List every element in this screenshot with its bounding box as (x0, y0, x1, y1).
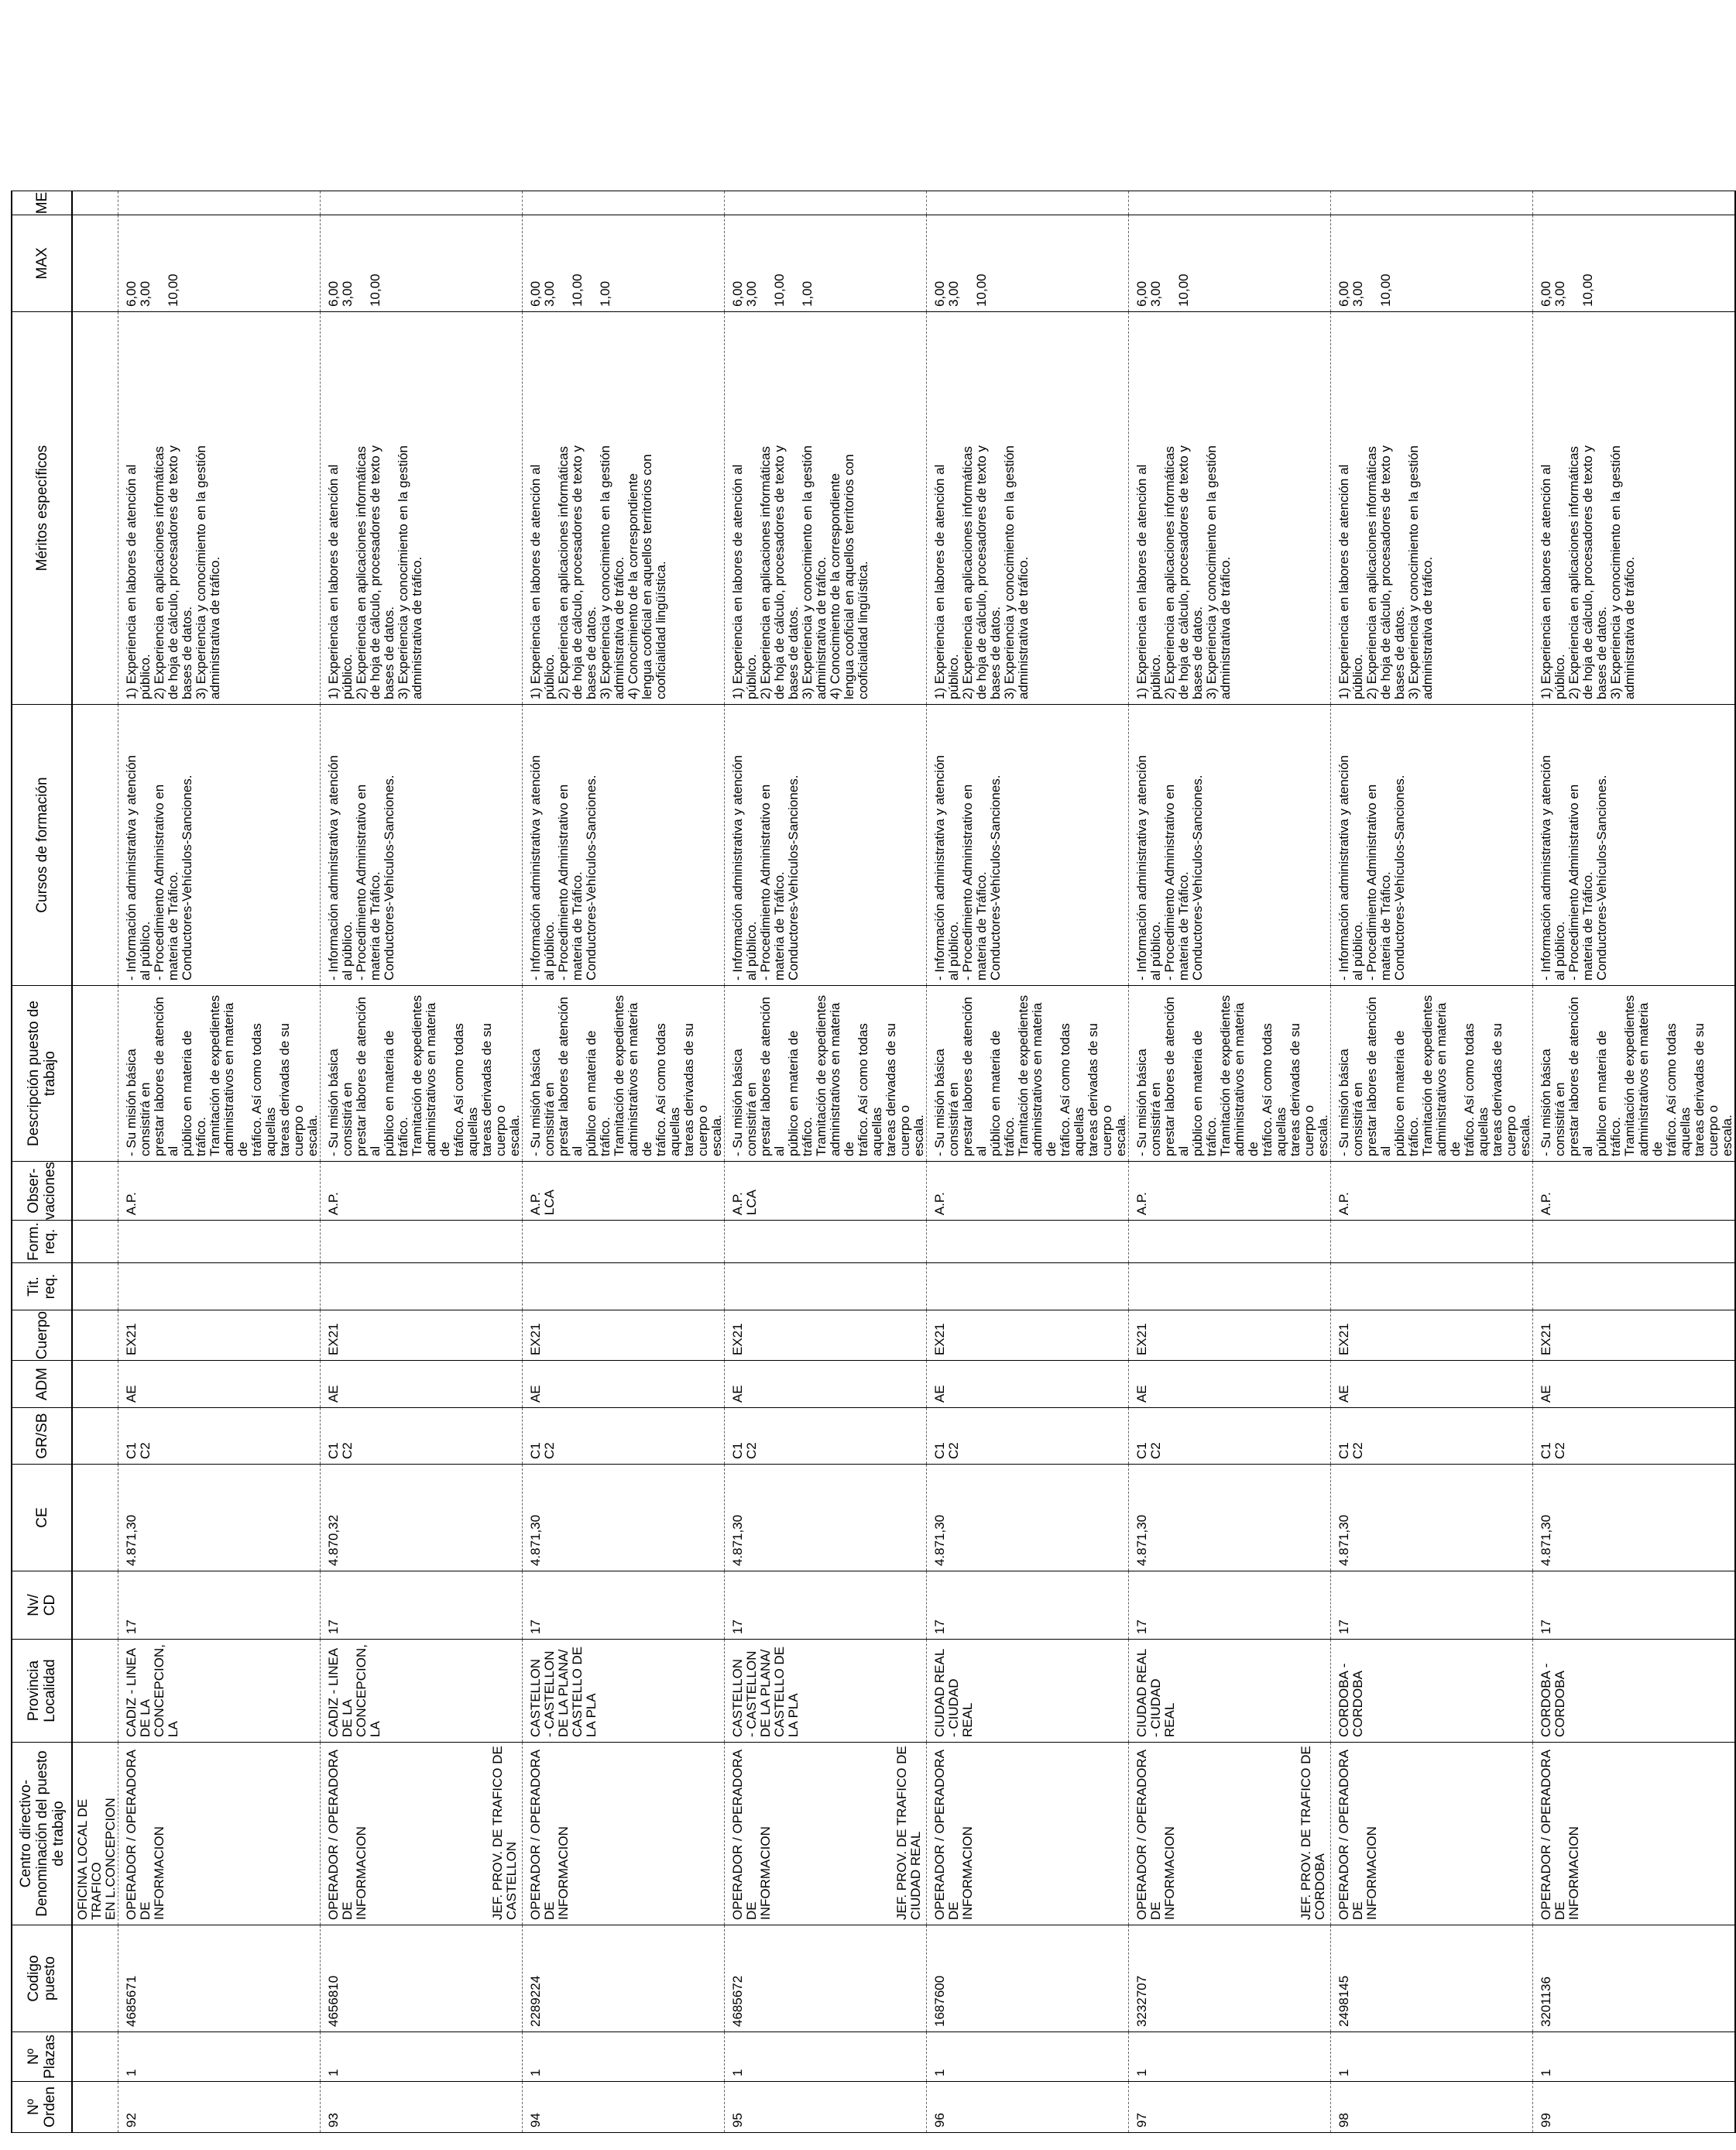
nivcd-cell: 17 (1539, 1619, 1553, 1635)
ce-cell: 4.871,30 (124, 1514, 139, 1567)
denominacion-text: OPERADOR / OPERADORA DE INFORMACION (1336, 1750, 1379, 1920)
ce-cell: 4.871,30 (528, 1514, 543, 1567)
header-me: ME (12, 191, 72, 215)
me-cell (725, 191, 926, 215)
descripcion-cell: - Su misión básica consistirá en prestar labores de atención al público en materia de tráfico. Tramitación de expedientes administrativos en materia de tráfico. Así como todas aquellas tareas derivadas de su cuerpo o escala. (932, 994, 1128, 1157)
centro-cell (1533, 1743, 1734, 1925)
next-centro-text: JEF. PROV. DE TRAFICO DE CASTELLON (490, 1746, 519, 1920)
table-row (927, 191, 1129, 2133)
codigo-cell: 3201136 (1539, 1977, 1553, 2027)
descripcion-cell: - Su misión básica consistirá en prestar labores de atención al público en materia de tráfico. Tramitación de expedientes administrativos en materia de tráfico. Así como todas aquellas tareas derivadas de su cuerpo o escala. (1336, 994, 1532, 1157)
header-cuerpo: Cuerpo (12, 1310, 72, 1361)
provincia-cell: CADIZ - LINEA DE LA CONCEPCION, LA (326, 1644, 383, 1737)
centro-cell (118, 1743, 320, 1925)
cursos-cell: - Información administrativa y atención al público. - Procedimiento Administrativo en materia de Tráfico. Conductores-Vehículos-Sanciones. (326, 755, 396, 981)
orden-cell: 95 (730, 2113, 745, 2128)
centro-cell (1331, 1743, 1532, 1925)
form-cell (118, 1221, 320, 1262)
adm-cell: AE (1336, 1385, 1351, 1403)
cursos-cell: - Información administrativa y atención al público. - Procedimiento Administrativo en materia de Tráfico. Conductores-Vehículos-Sanciones. (528, 755, 599, 981)
orden-cell: 93 (326, 2113, 341, 2128)
me-cell (118, 191, 320, 215)
adm-cell: AE (932, 1385, 947, 1403)
codigo-cell: 2289224 (528, 1975, 543, 2027)
cuerpo-cell: EX21 (1134, 1323, 1149, 1356)
adm-cell: AE (326, 1385, 341, 1403)
descripcion-cell: - Su misión básica consistirá en prestar labores de atención al público en materia de tráfico. Tramitación de expedientes administrativos en materia de tráfico. Así como todas aquellas tareas derivadas de su cuerpo o escala. (1539, 994, 1734, 1157)
first-centro-label: OFICINA LOCAL DE TRAFICO EN L.CONCEPCION (75, 1798, 118, 1920)
codigo-cell: 4656810 (326, 1975, 341, 2027)
denominacion-text: OPERADOR / OPERADORA DE INFORMACION (932, 1750, 975, 1920)
grsb-cell: C1 C2 (326, 1442, 355, 1460)
ce-cell: 4.871,30 (1134, 1514, 1149, 1567)
provincia-cell: CORDOBA - CORDOBA (1336, 1663, 1365, 1737)
codigo-cell: 1687600 (932, 1975, 947, 2027)
ce-cell: 4.871,30 (730, 1514, 745, 1567)
table-row (725, 191, 927, 2133)
header-nivcd: Nv/ CD (12, 1571, 72, 1640)
tit-cell (321, 1263, 522, 1310)
denominacion-text: OPERADOR / OPERADORA DE INFORMACION (1539, 1750, 1581, 1920)
me-cell (321, 191, 522, 215)
plazas-cell: 1 (326, 2069, 341, 2076)
ce-cell: 4.871,30 (932, 1514, 947, 1567)
meritos-cell: 1) Experiencia en labores de atención al público. 2) Experiencia en aplicaciones informáticas de hoja de cálculo, procesadores de texto y bases de datos. 3) Experiencia y conocimiento en la gestión administrativa de tráfico. (1336, 445, 1435, 700)
cursos-cell: - Información administrativa y atención al público. - Procedimiento Administrativo en materia de Tráfico. Conductores-Vehículos-Sanciones. (730, 755, 801, 981)
orden-cell: 99 (1539, 2113, 1553, 2128)
cursos-cell: - Información administrativa y atención al público. - Procedimiento Administrativo en materia de Tráfico. Conductores-Vehículos-Sanciones. (932, 755, 1003, 981)
nivcd-cell: 17 (932, 1619, 947, 1635)
codigo-cell: 2498145 (1336, 1975, 1351, 2027)
adm-cell: AE (124, 1385, 139, 1403)
centro-cell (321, 1743, 522, 1925)
first-centro-row (72, 191, 118, 2133)
header-form: Form. req. (12, 1221, 72, 1263)
me-cell (927, 191, 1128, 215)
puestos-table (11, 191, 1736, 2133)
table-row (118, 191, 321, 2133)
denominacion-text: OPERADOR / OPERADORA DE INFORMACION (528, 1750, 571, 1920)
adm-cell: AE (528, 1385, 543, 1403)
obs-cell: A.P. (124, 1192, 139, 1216)
adm-cell: AE (1134, 1385, 1149, 1403)
descripcion-cell: - Su misión básica consistirá en prestar labores de atención al público en materia de tráfico. Tramitación de expedientes administrativos en materia de tráfico. Así como todas aquellas tareas derivadas de su cuerpo o escala. (730, 994, 926, 1157)
header-codigo: Codigo puesto (12, 1925, 72, 2032)
centro-cell (927, 1743, 1128, 1925)
obs-cell: A.P. (1539, 1192, 1553, 1216)
nivcd-cell: 17 (326, 1619, 341, 1635)
form-cell (1533, 1221, 1734, 1262)
header-plazas: Nº Plazas (12, 2032, 72, 2082)
obs-cell: A.P. (932, 1192, 947, 1216)
max-cell: 6,00 3,00 10,00 (932, 273, 989, 307)
adm-cell: AE (1539, 1385, 1553, 1403)
tit-cell (1533, 1263, 1734, 1310)
orden-cell: 97 (1134, 2113, 1149, 2128)
provincia-cell: CORDOBA - CORDOBA (1539, 1663, 1567, 1737)
table-row (1129, 191, 1331, 2133)
meritos-cell: 1) Experiencia en labores de atención al público. 2) Experiencia en aplicaciones informáticas de hoja de cálculo, procesadores de texto y bases de datos. 3) Experiencia y conocimiento en la gestión administrativa de tráfico. 4) Conocimiento de la correspondiente lengua cooficial en aquellos territorios con cooficialidad lingüística. (730, 445, 870, 700)
table-row (321, 191, 523, 2133)
meritos-cell: 1) Experiencia en labores de atención al público. 2) Experiencia en aplicaciones informáticas de hoja de cálculo, procesadores de texto y bases de datos. 3) Experiencia y conocimiento en la gestión administrativa de tráfico. (124, 445, 222, 700)
max-cell: 6,00 3,00 10,00 1,00 (528, 273, 612, 307)
tit-cell (118, 1263, 320, 1310)
plazas-cell: 1 (730, 2069, 745, 2076)
cursos-cell: - Información administrativa y atención al público. - Procedimiento Administrativo en materia de Tráfico. Conductores-Vehículos-Sanciones. (1539, 755, 1609, 981)
cuerpo-cell: EX21 (730, 1323, 745, 1356)
header-descripcion: Descripción puesto de trabajo (12, 986, 72, 1162)
grsb-cell: C1 C2 (1134, 1442, 1163, 1460)
cursos-cell: - Información administrativa y atención al público. - Procedimiento Administrativo en materia de Tráfico. Conductores-Vehículos-Sanciones. (1134, 755, 1205, 981)
cursos-cell: - Información administrativa y atención al público. - Procedimiento Administrativo en materia de Tráfico. Conductores-Vehículos-Sanciones. (124, 755, 194, 981)
form-cell (927, 1221, 1128, 1262)
meritos-cell: 1) Experiencia en labores de atención al público. 2) Experiencia en aplicaciones informáticas de hoja de cálculo, procesadores de texto y bases de datos. 3) Experiencia y conocimiento en la gestión administrativa de tráfico. (932, 445, 1031, 700)
adm-cell: AE (730, 1385, 745, 1403)
cuerpo-cell: EX21 (124, 1323, 139, 1356)
provincia-cell: CIUDAD REAL - CIUDAD REAL (1134, 1648, 1177, 1737)
header-adm: ADM (12, 1361, 72, 1408)
orden-cell: 94 (528, 2113, 543, 2128)
header-centro: Centro directivo- Denominación del puesto de trabajo (12, 1743, 72, 1925)
table-row (1331, 191, 1533, 2133)
next-centro-text: JEF. PROV. DE TRAFICO DE CIUDAD REAL (894, 1746, 923, 1920)
me-cell (523, 191, 724, 215)
cuerpo-cell: EX21 (528, 1323, 543, 1356)
descripcion-cell: - Su misión básica consistirá en prestar labores de atención al público en materia de tráfico. Tramitación de expedientes administrativos en materia de tráfico. Así como todas aquellas tareas derivadas de su cuerpo o escala. (528, 994, 724, 1157)
max-cell: 6,00 3,00 10,00 (1336, 273, 1393, 307)
me-cell (1331, 191, 1532, 215)
obs-cell: A.P. (1336, 1192, 1351, 1216)
meritos-cell: 1) Experiencia en labores de atención al público. 2) Experiencia en aplicaciones informáticas de hoja de cálculo, procesadores de texto y bases de datos. 3) Experiencia y conocimiento en la gestión administrativa de tráfico. 4) Conocimiento de la correspondiente lengua cooficial en aquellos territorios con cooficialidad lingüística. (528, 445, 668, 700)
nivcd-cell: 17 (124, 1619, 139, 1635)
obs-cell: A.P. LCA (528, 1189, 557, 1216)
nivcd-cell: 17 (730, 1619, 745, 1635)
cuerpo-cell: EX21 (1336, 1323, 1351, 1356)
grsb-cell: C1 C2 (528, 1442, 557, 1460)
nivcd-cell: 17 (1336, 1619, 1351, 1635)
grsb-cell: C1 C2 (730, 1442, 759, 1460)
tit-cell (1331, 1263, 1532, 1310)
provincia-cell: CASTELLON - CASTELLON DE LA PLANA/ CASTELLO DE LA PLA (528, 1646, 599, 1737)
tit-cell (725, 1263, 926, 1310)
plazas-cell: 1 (124, 2069, 139, 2076)
max-cell: 6,00 3,00 10,00 (1539, 273, 1595, 307)
tit-cell (1129, 1263, 1330, 1310)
max-cell: 6,00 3,00 10,00 (326, 273, 383, 307)
grsb-cell: C1 C2 (1336, 1442, 1365, 1460)
descripcion-cell: - Su misión básica consistirá en prestar labores de atención al público en materia de tráfico. Tramitación de expedientes administrativos en materia de tráfico. Así como todas aquellas tareas derivadas de su cuerpo o escala. (1134, 994, 1330, 1157)
header-obs: Obser- vaciones (12, 1162, 72, 1221)
obs-cell: A.P. LCA (730, 1189, 759, 1216)
centro-cell (523, 1743, 724, 1925)
header-provincia: Provincia Localidad (12, 1640, 72, 1743)
ce-cell: 4.871,30 (1539, 1514, 1553, 1567)
form-cell (321, 1221, 522, 1262)
meritos-cell: 1) Experiencia en labores de atención al público. 2) Experiencia en aplicaciones informáticas de hoja de cálculo, procesadores de texto y bases de datos. 3) Experiencia y conocimiento en la gestión administrativa de tráfico. (1539, 445, 1637, 700)
cuerpo-cell: EX21 (1539, 1323, 1553, 1356)
plazas-cell: 1 (1539, 2069, 1553, 2076)
obs-cell: A.P. (326, 1192, 341, 1216)
codigo-cell: 4685671 (124, 1975, 139, 2027)
denominacion-text: OPERADOR / OPERADORA DE INFORMACION (730, 1750, 773, 1920)
form-cell (523, 1221, 724, 1262)
max-cell: 6,00 3,00 10,00 (1134, 273, 1191, 307)
me-cell (1533, 191, 1734, 215)
ce-cell: 4.871,30 (1336, 1514, 1351, 1567)
plazas-cell: 1 (932, 2069, 947, 2076)
form-cell (1129, 1221, 1330, 1262)
meritos-cell: 1) Experiencia en labores de atención al público. 2) Experiencia en aplicaciones informáticas de hoja de cálculo, procesadores de texto y bases de datos. 3) Experiencia y conocimiento en la gestión administrativa de tráfico. (326, 445, 424, 700)
provincia-cell: CASTELLON - CASTELLON DE LA PLANA/ CASTELLO DE LA PLA (730, 1646, 801, 1737)
table-row (523, 191, 725, 2133)
tit-cell (927, 1263, 1128, 1310)
header-ce: CE (12, 1465, 72, 1571)
descripcion-cell: - Su misión básica consistirá en prestar labores de atención al público en materia de tráfico. Tramitación de expedientes administrativos en materia de tráfico. Así como todas aquellas tareas derivadas de su cuerpo o escala. (326, 994, 522, 1157)
ce-cell: 4.870,32 (326, 1514, 341, 1567)
denominacion-text: OPERADOR / OPERADORA DE INFORMACION (326, 1750, 369, 1920)
centro-cell (725, 1743, 926, 1925)
grsb-cell: C1 C2 (932, 1442, 961, 1460)
denominacion-text: OPERADOR / OPERADORA DE INFORMACION (1134, 1750, 1177, 1920)
cuerpo-cell: EX21 (932, 1323, 947, 1356)
cuerpo-cell: EX21 (326, 1323, 341, 1356)
descripcion-cell: - Su misión básica consistirá en prestar labores de atención al público en materia de tráfico. Tramitación de expedientes administrativos en materia de tráfico. Así como todas aquellas tareas derivadas de su cuerpo o escala. (124, 994, 320, 1157)
orden-cell: 96 (932, 2113, 947, 2128)
max-cell: 6,00 3,00 10,00 (124, 273, 180, 307)
orden-cell: 92 (124, 2113, 139, 2128)
plazas-cell: 1 (528, 2069, 543, 2076)
cursos-cell: - Información administrativa y atención al público. - Procedimiento Administrativo en materia de Tráfico. Conductores-Vehículos-Sanciones. (1336, 755, 1407, 981)
provincia-cell: CADIZ - LINEA DE LA CONCEPCION, LA (124, 1644, 180, 1737)
plazas-cell: 1 (1336, 2069, 1351, 2076)
grsb-cell: C1 C2 (124, 1442, 153, 1460)
codigo-cell: 3232707 (1134, 1975, 1149, 2027)
next-centro-text: JEF. PROV. DE TRAFICO DE CORDOBA (1299, 1746, 1327, 1920)
header-meritos: Méritos específicos (12, 312, 72, 705)
header-cursos: Cursos de formación (12, 705, 72, 986)
form-cell (725, 1221, 926, 1262)
header-grsb: GR/SB (12, 1408, 72, 1465)
provincia-cell: CIUDAD REAL - CIUDAD REAL (932, 1648, 975, 1737)
header-max: MAX (12, 215, 72, 312)
form-cell (1331, 1221, 1532, 1262)
header-tit: Tit. req. (12, 1263, 72, 1310)
plazas-cell: 1 (1134, 2069, 1149, 2076)
obs-cell: A.P. (1134, 1192, 1149, 1216)
codigo-cell: 4685672 (730, 1975, 745, 2027)
me-cell (1129, 191, 1330, 215)
tit-cell (523, 1263, 724, 1310)
meritos-cell: 1) Experiencia en labores de atención al público. 2) Experiencia en aplicaciones informáticas de hoja de cálculo, procesadores de texto y bases de datos. 3) Experiencia y conocimiento en la gestión administrativa de tráfico. (1134, 445, 1233, 700)
orden-cell: 98 (1336, 2113, 1351, 2128)
centro-cell (1129, 1743, 1330, 1925)
header-row (12, 191, 72, 2133)
table-row (1533, 191, 1736, 2133)
max-cell: 6,00 3,00 10,00 1,00 (730, 273, 815, 307)
nivcd-cell: 17 (1134, 1619, 1149, 1635)
nivcd-cell: 17 (528, 1619, 543, 1635)
denominacion-text: OPERADOR / OPERADORA DE INFORMACION (124, 1750, 166, 1920)
header-orden: Nº Orden (12, 2082, 72, 2133)
grsb-cell: C1 C2 (1539, 1442, 1567, 1460)
